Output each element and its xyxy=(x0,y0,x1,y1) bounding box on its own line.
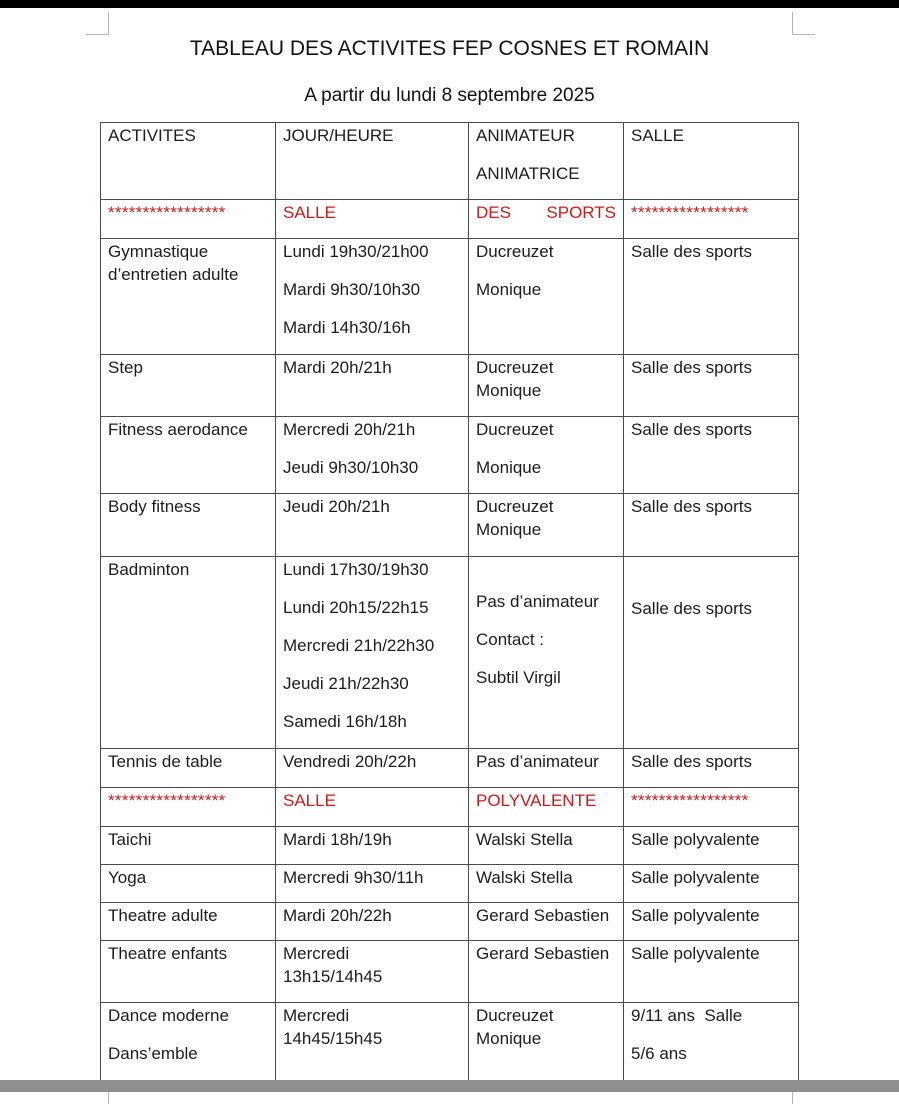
table-row xyxy=(101,1003,799,1081)
time-line: 13h15/14h45 xyxy=(283,967,383,986)
section-row-salle-des-sports xyxy=(101,200,799,239)
table-row xyxy=(101,557,799,749)
time-line: Mardi 9h30/10h30 xyxy=(283,280,421,299)
time-cell xyxy=(276,1003,469,1081)
room-cell xyxy=(624,557,799,749)
activity-cell xyxy=(101,1003,276,1081)
table-row xyxy=(101,494,799,557)
table-row xyxy=(101,903,799,941)
activity-cell: Taichi xyxy=(101,827,276,865)
header-animateur xyxy=(469,123,624,200)
instructor-cell: Pas d’animateur xyxy=(469,749,624,788)
time-line: Lundi 19h30/21h00 xyxy=(283,242,429,261)
activity-cell: Gymnastique d’entretien adulte xyxy=(101,239,276,355)
time-line: Lundi 17h30/19h30 xyxy=(283,560,429,579)
time-cell: Mardi 20h/22h xyxy=(276,903,469,941)
bottom-border xyxy=(0,1080,899,1092)
section-stars-right: ***************** xyxy=(624,788,799,827)
instructor-cell xyxy=(469,355,624,417)
section-row-salle-polyvalente xyxy=(101,788,799,827)
section-stars-left: ***************** xyxy=(101,200,276,239)
room-cell: Salle des sports xyxy=(624,494,799,557)
time-line: Mercredi 21h/22h30 xyxy=(283,636,435,655)
instructor-line: Ducreuzet xyxy=(476,497,554,516)
time-line: Mardi 14h30/16h xyxy=(283,318,411,337)
time-cell xyxy=(276,417,469,494)
page-subtitle: A partir du lundi 8 septembre 2025 xyxy=(304,85,595,106)
room-cell: Salle des sports xyxy=(624,417,799,494)
header-animateur-line: ANIMATEUR xyxy=(476,126,575,145)
header-activites: ACTIVITES xyxy=(101,123,276,200)
table-header-row xyxy=(101,123,799,200)
table-row xyxy=(101,417,799,494)
time-cell: Mardi 18h/19h xyxy=(276,827,469,865)
instructor-cell xyxy=(469,557,624,749)
room-cell: Salle des sports xyxy=(624,355,799,417)
instructor-line: Monique xyxy=(476,381,542,400)
section-sports-word: SPORTS xyxy=(546,203,616,222)
room-line: Salle des sports xyxy=(631,599,752,618)
section-polyvalente-label: POLYVALENTE xyxy=(469,788,624,827)
header-salle: SALLE xyxy=(624,123,799,200)
instructor-line: Monique xyxy=(476,520,542,539)
activity-cell: Body fitness xyxy=(101,494,276,557)
table-row xyxy=(101,865,799,903)
time-line: Jeudi 21h/22h30 xyxy=(283,674,409,693)
instructor-cell xyxy=(469,1003,624,1081)
page-corner-mark-top-right xyxy=(792,12,815,35)
activity-cell: Theatre adulte xyxy=(101,903,276,941)
section-des-word: DES xyxy=(476,203,511,222)
activities-table xyxy=(100,122,799,1081)
header-jour-heure: JOUR/HEURE xyxy=(276,123,469,200)
activity-cell: Step xyxy=(101,355,276,417)
activity-cell: Theatre enfants xyxy=(101,941,276,1003)
table-row xyxy=(101,827,799,865)
instructor-cell: Walski Stella xyxy=(469,865,624,903)
instructor-cell: Gerard Sebastien xyxy=(469,941,624,1003)
time-cell xyxy=(276,941,469,1003)
instructor-line: Monique xyxy=(476,458,542,477)
activity-cell: Badminton xyxy=(101,557,276,749)
instructor-line: Ducreuzet xyxy=(476,358,554,377)
room-cell: Salle des sports xyxy=(624,749,799,788)
time-line: Mercredi xyxy=(283,944,350,963)
activity-cell: Yoga xyxy=(101,865,276,903)
instructor-cell: Gerard Sebastien xyxy=(469,903,624,941)
instructor-line: Pas d’animateur xyxy=(476,591,599,611)
header-animatrice-line: ANIMATRICE xyxy=(476,164,580,183)
time-cell: Mardi 20h/21h xyxy=(276,355,469,417)
page-title: TABLEAU DES ACTIVITES FEP COSNES ET ROMAIN xyxy=(189,37,710,60)
instructor-cell xyxy=(469,239,624,355)
activity-line: Dans’emble xyxy=(108,1044,198,1063)
room-cell: Salle polyvalente xyxy=(624,827,799,865)
time-line: Samedi 16h/18h xyxy=(283,712,407,731)
time-cell: Mercredi 9h30/11h xyxy=(276,865,469,903)
section-stars-left: ***************** xyxy=(101,788,276,827)
instructor-line: Subtil Virgil xyxy=(476,667,561,687)
table-row xyxy=(101,239,799,355)
room-line: 5/6 ans xyxy=(631,1044,687,1063)
room-line: 9/11 ans Salle xyxy=(631,1006,743,1025)
room-cell: Salle polyvalente xyxy=(624,903,799,941)
activity-cell: Tennis de table xyxy=(101,749,276,788)
section-salle-label: SALLE xyxy=(276,788,469,827)
section-stars-right: ***************** xyxy=(624,200,799,239)
time-line: Mercredi xyxy=(283,1006,350,1025)
instructor-line: Monique xyxy=(476,1029,542,1048)
top-border xyxy=(0,0,899,8)
page-corner-mark-top-left xyxy=(86,12,109,35)
instructor-line: Ducreuzet xyxy=(476,1006,554,1025)
instructor-cell xyxy=(469,417,624,494)
room-cell xyxy=(624,1003,799,1081)
time-cell xyxy=(276,557,469,749)
instructor-line: Monique xyxy=(476,280,542,299)
activity-cell: Fitness aerodance xyxy=(101,417,276,494)
time-line: Jeudi 9h30/10h30 xyxy=(283,458,419,477)
time-line: Mercredi 20h/21h xyxy=(283,420,416,439)
table-row xyxy=(101,355,799,417)
room-cell: Salle polyvalente xyxy=(624,865,799,903)
time-line: 14h45/15h45 xyxy=(283,1029,383,1048)
section-des-sports-label xyxy=(469,200,624,239)
instructor-cell: Walski Stella xyxy=(469,827,624,865)
instructor-line: Ducreuzet xyxy=(476,420,554,439)
room-cell: Salle polyvalente xyxy=(624,941,799,1003)
time-line: Lundi 20h15/22h15 xyxy=(283,598,429,617)
time-cell: Vendredi 20h/22h xyxy=(276,749,469,788)
table-row xyxy=(101,941,799,1003)
section-salle-label: SALLE xyxy=(276,200,469,239)
time-cell: Jeudi 20h/21h xyxy=(276,494,469,557)
instructor-line: Ducreuzet xyxy=(476,242,554,261)
activity-line: Dance moderne xyxy=(108,1006,229,1025)
table-row xyxy=(101,749,799,788)
instructor-line: Contact : xyxy=(476,629,545,649)
room-cell: Salle des sports xyxy=(624,239,799,355)
instructor-cell xyxy=(469,494,624,557)
time-cell xyxy=(276,239,469,355)
